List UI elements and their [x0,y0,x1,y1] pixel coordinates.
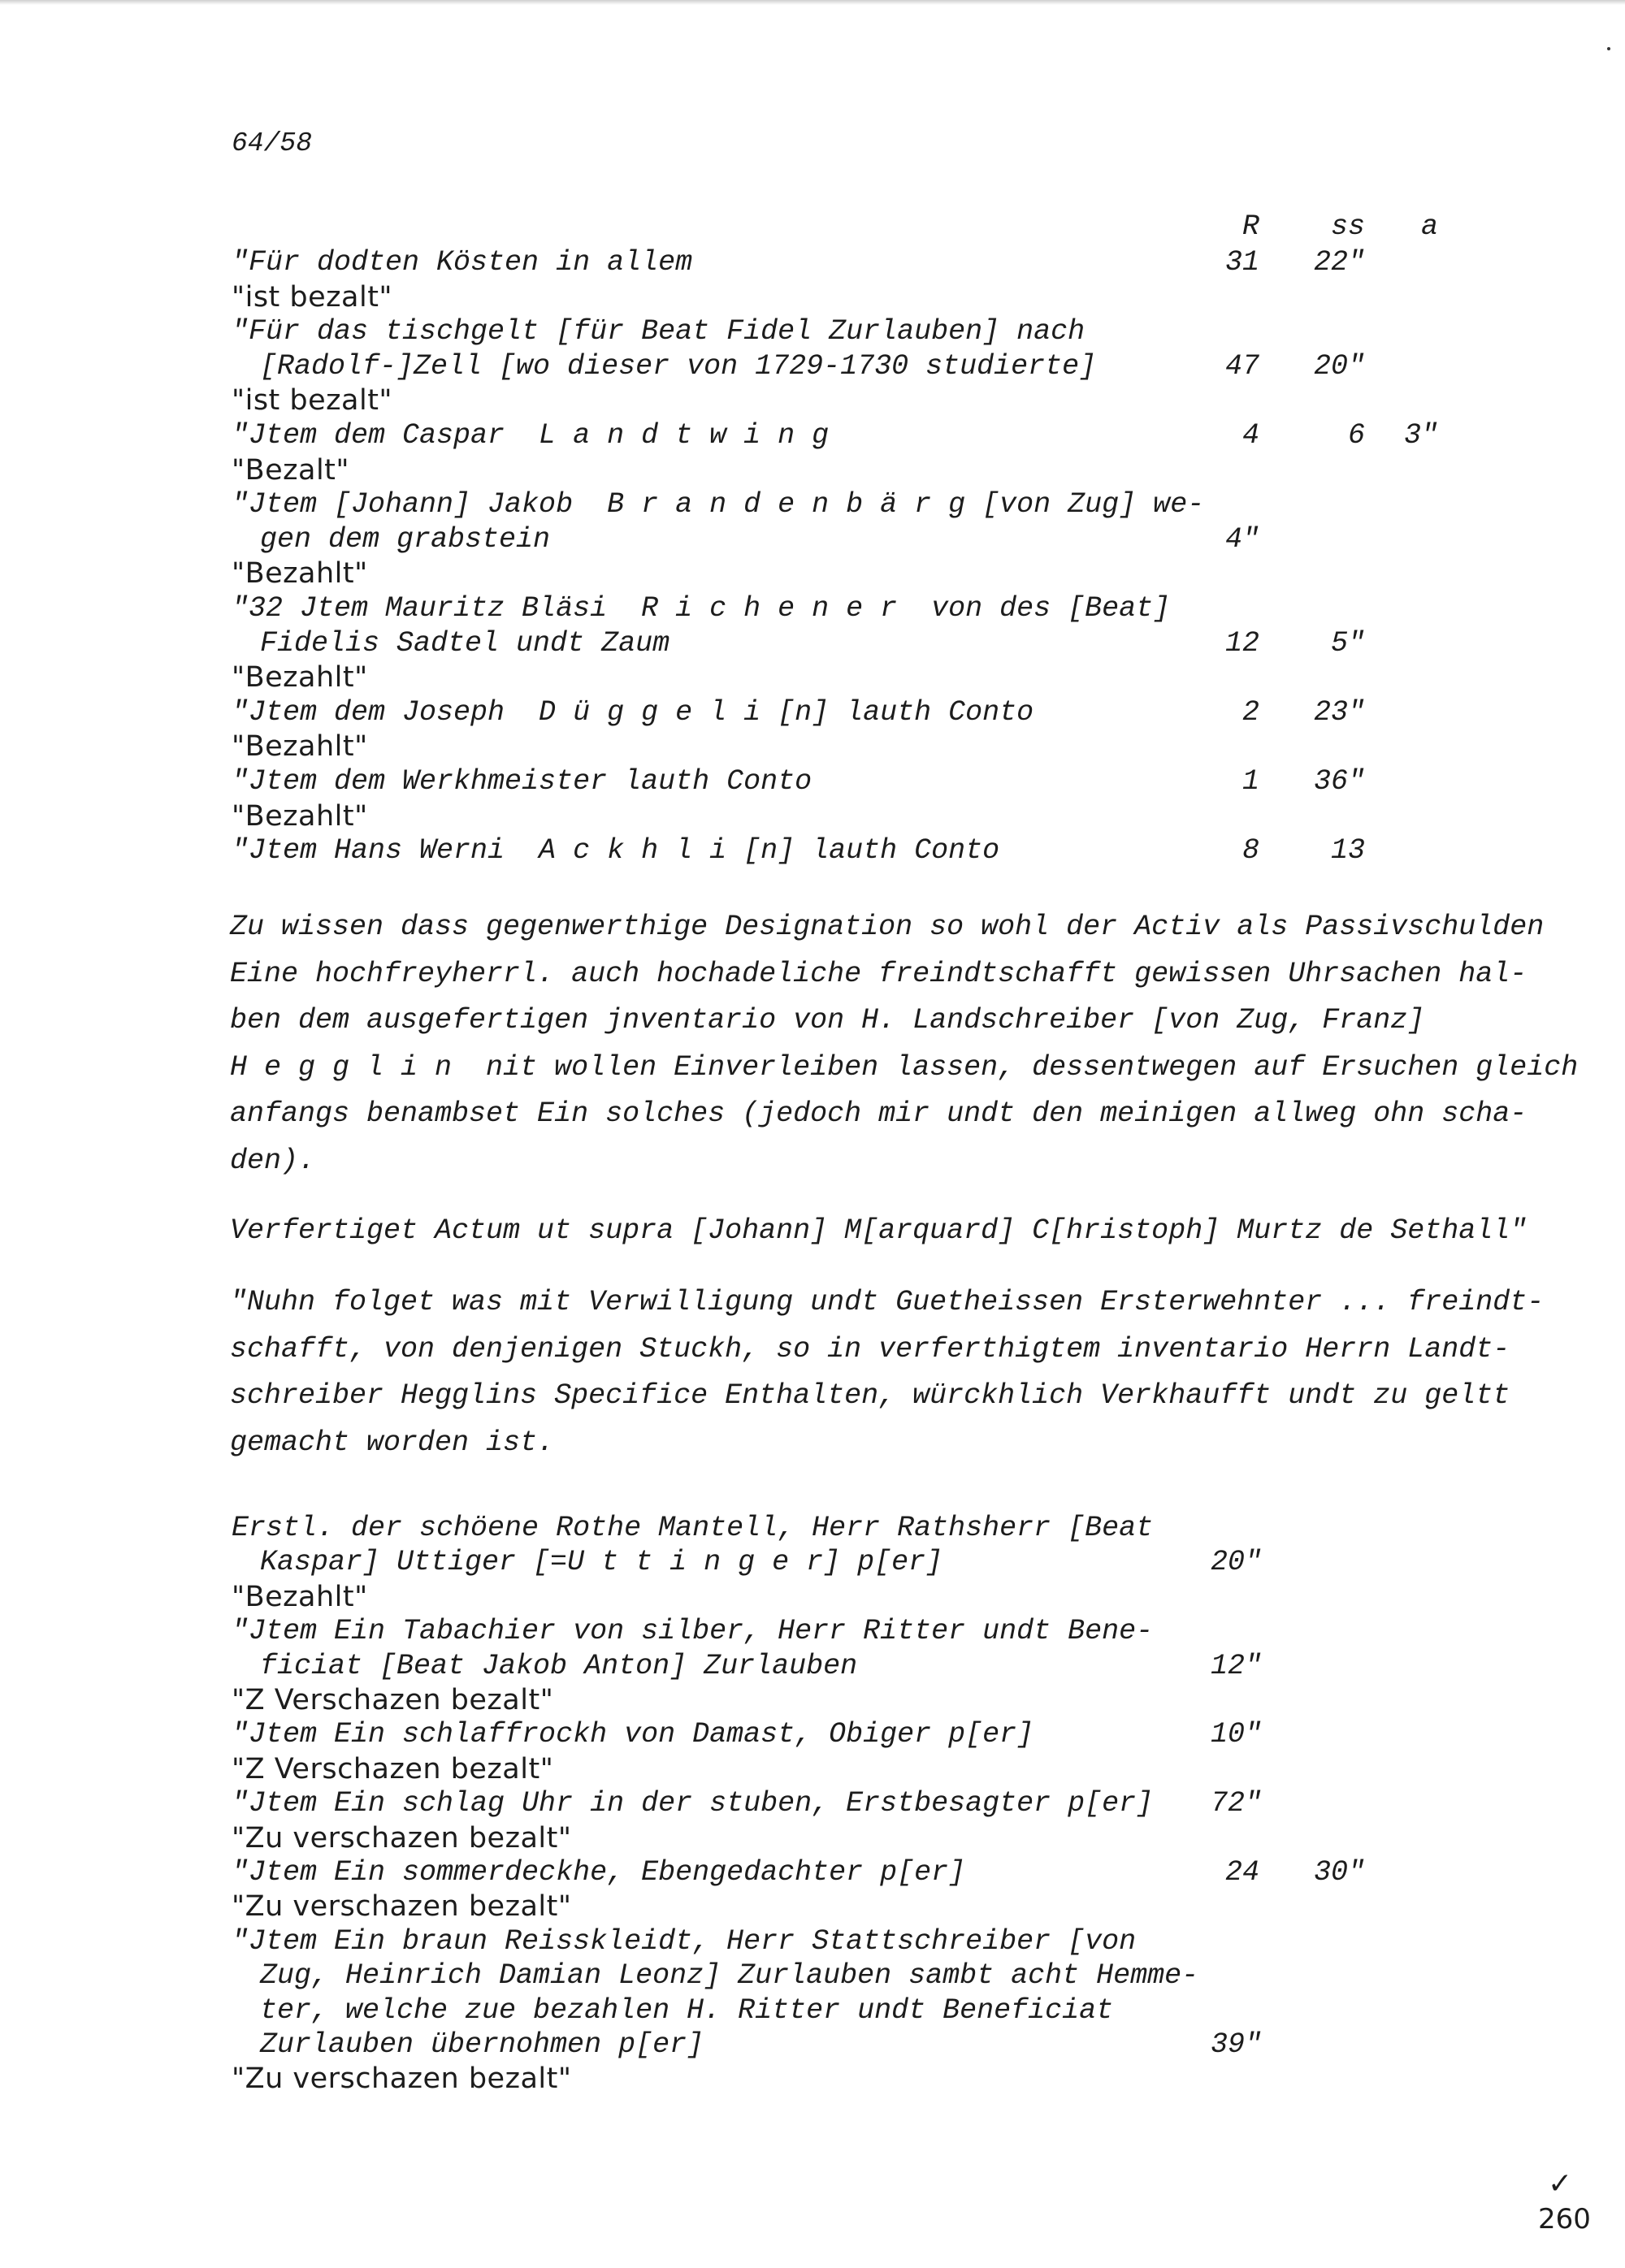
ledger-entry [0,418,1625,452]
archive-number: 260 [1538,2203,1591,2236]
page-top-edge [0,0,1625,5]
paragraph-line: schreiber Hegglins Specifice Enthalten, würckhlich Verkhaufft undt zu geltt [230,1379,1510,1412]
amount-ss: 5" [1330,626,1365,660]
ledger-payment-note [0,660,1625,695]
amount-ss: 22" [1313,246,1365,279]
amount-r: 4" [1224,522,1259,556]
amount-ss: 20" [1313,349,1365,383]
entry-text: "Jtem dem Werkhmeister lauth Conto [232,765,812,798]
margin-speck [1607,47,1610,50]
amount-a: 3" [1403,419,1438,452]
entry-text: Fidelis Sadtel undt Zaum [260,626,670,660]
payment-note-text: "Zu verschazen bezalt" [232,1821,572,1855]
entry-text: ficiat [Beat Jakob Anton] Zurlauben [260,1649,858,1682]
amount-r: 72" [1211,1787,1263,1820]
amount-r: 2 [1242,695,1259,729]
ledger-entry [0,245,1625,279]
ledger-entry [0,522,1625,556]
payment-note-text: "Bezahlt" [232,799,368,833]
payment-note-text: "Zu verschazen bezalt" [232,1890,572,1924]
payment-note-text: "Z Verschazen bezalt" [232,1684,554,1716]
ledger-payment-note [0,383,1625,418]
column-header-r: R [1242,210,1259,243]
entry-text: "Jtem [Johann] Jakob B r a n d e n b ä r g [von Zug] we- [232,488,1205,522]
amount-ss: 6 [1347,419,1365,452]
ledger-entry [0,349,1625,383]
column-header-a: a [1420,210,1438,243]
ledger-entry [0,487,1625,522]
amount-r: 4 [1242,419,1259,452]
signature-line: Verfertiget Actum ut supra [Johann] M[arquard] C[hristoph] Murtz de Sethall" [230,1214,1528,1247]
ledger-entry [0,1545,1625,1579]
amount-ss: 36" [1313,765,1365,798]
ledger-entry [0,1959,1625,1993]
amount-ss: 13 [1330,834,1365,868]
ledger-entry [0,1786,1625,1820]
entry-text: "Für das tischgelt [für Beat Fidel Zurlauben] nach [232,315,1086,348]
amount-r: 8 [1242,834,1259,868]
payment-note-text: "Bezahlt" [232,661,368,695]
entry-text: ter, welche zue bezahlen H. Ritter undt Beneficiat [260,1993,1114,2027]
payment-note-text: "Bezalt" [232,453,350,487]
ledger-payment-note [0,1821,1625,1855]
ledger-entry [0,764,1625,799]
ledger-entry [0,1717,1625,1751]
paragraph-line: H e g g l i n nit wollen Einverleiben lassen, dessentwegen auf Ersuchen gleich [230,1050,1579,1084]
amount-r: 47 [1224,349,1259,383]
amount-r: 39" [1211,2028,1263,2061]
ledger-entry [0,833,1625,868]
payment-note-text: "Bezahlt" [232,557,368,591]
ledger-entry [0,626,1625,660]
paragraph-line: Eine hochfreyherrl. auch hochadeliche freindtschafft gewissen Uhrsachen hal- [230,957,1528,990]
ledger-entry [0,1511,1625,1545]
amount-r: 1 [1242,765,1259,798]
payment-note-text: "ist bezalt" [232,280,393,314]
ledger-entry [0,314,1625,348]
column-header-ss: ss [1330,210,1365,243]
paragraph-line: schafft, von denjenigen Stuckh, so in verferthigtem inventario Herrn Landt- [230,1332,1510,1366]
payment-note-text: "ist bezalt" [232,384,393,418]
payment-note-text: "Bezahlt" [232,730,368,764]
ledger-payment-note [0,729,1625,764]
entry-text: [Radolf-]Zell [wo dieser von 1729-1730 studierte] [260,349,1097,383]
entry-text: "Jtem Ein braun Reisskleidt, Herr Stattschreiber [von [232,1924,1137,1958]
entry-text: "Jtem Hans Werni A c k h l i [n] lauth Conto [232,834,1000,868]
entry-text: "Jtem dem Joseph D ü g g e l i [n] lauth Conto [232,695,1034,729]
ledger-payment-note [0,1752,1625,1786]
ledger-entry [0,591,1625,625]
amount-r: 20" [1211,1546,1263,1579]
ledger-payment-note [0,1580,1625,1614]
ledger-entry [0,1855,1625,1889]
amount-r: 31 [1224,246,1259,279]
amount-r: 12" [1211,1649,1263,1682]
ledger-entry [0,2028,1625,2062]
payment-note-text: "Z Verschazen bezalt" [232,1752,554,1785]
entry-text: "Jtem Ein schlaffrockh von Damast, Obiger p[er] [232,1718,1034,1751]
ledger-payment-note [0,280,1625,314]
ledger-payment-note [0,1683,1625,1717]
ledger-entry [0,695,1625,729]
entry-text: gen dem grabstein [260,522,551,556]
entry-text: Erstl. der schöene Rothe Mantell, Herr Rathsherr [Beat [232,1512,1154,1544]
ledger-entry [0,1924,1625,1959]
paragraph-line: Zu wissen dass gegenwerthige Designation so wohl der Activ als Passivschulden [230,911,1545,943]
amount-r: 24 [1224,1856,1259,1889]
ledger-entry [0,1993,1625,2028]
paragraph-line: "Nuhn folget was mit Verwilligung undt Guetheissen Ersterwehnter ... freindt- [230,1286,1545,1318]
entry-text: Kaspar] Uttiger [=U t t i n g e r] p[er] [260,1546,943,1579]
paragraph-line: anfangs benambset Ein solches (jedoch mir undt den meinigen allweg ohn scha- [230,1097,1528,1131]
amount-ss: 23" [1313,695,1365,729]
entry-text: Zurlauben übernohmen p[er] [260,2028,704,2061]
ledger-payment-note [0,556,1625,591]
paragraph-line: ben dem ausgefertigen jnventario von H. Landschreiber [von Zug, Franz] [230,1004,1425,1037]
ledger-payment-note [0,2062,1625,2096]
entry-text: Zug, Heinrich Damian Leonz] Zurlauben sambt acht Hemme- [260,1959,1199,1993]
ledger-payment-note [0,1889,1625,1924]
amount-r: 10" [1211,1718,1263,1751]
check-mark: ✓ [1548,2167,1573,2201]
entry-text: "Jtem Ein Tabachier von silber, Herr Ritter undt Bene- [232,1615,1154,1648]
ledger-entry [0,1614,1625,1648]
payment-note-text: "Bezahlt" [232,1580,368,1613]
amount-ss: 30" [1313,1856,1365,1889]
entry-text: "32 Jtem Mauritz Bläsi R i c h e n e r von des [Beat] [232,592,1171,625]
entry-text: "Jtem Ein sommerdeckhe, Ebengedachter p[er] [232,1856,966,1889]
entry-text: "Jtem Ein schlag Uhr in der stuben, Erstbesagter p[er] [232,1787,1154,1820]
paragraph-line: gemacht worden ist. [230,1426,555,1459]
entry-text: "Jtem dem Caspar L a n d t w i n g [232,419,830,452]
amount-r: 12 [1224,626,1259,660]
ledger-entry [0,1649,1625,1683]
ledger-payment-note [0,453,1625,487]
ledger-payment-note [0,799,1625,833]
page-number: 64/58 [232,128,313,158]
paragraph-line: den). [230,1145,316,1177]
entry-text: "Für dodten Kösten in allem [232,246,693,279]
payment-note-text: "Zu verschazen bezalt" [232,2062,572,2096]
